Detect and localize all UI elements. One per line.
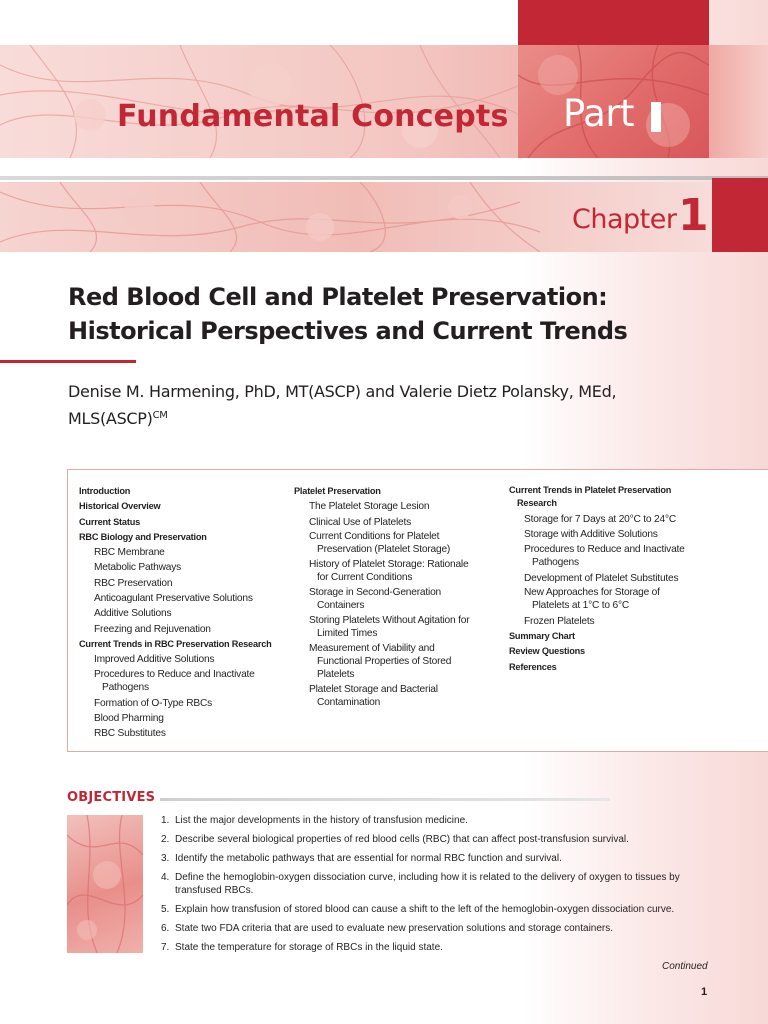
outline-item: References: [509, 661, 557, 672]
outline-item: Additive Solutions: [94, 608, 172, 620]
objective-text: Define the hemoglobin-oxygen dissociation curve, including how it is related to the delivery of oxygen to tissues by transfused RBCs.: [175, 872, 680, 896]
outline-item: Metabolic Pathways: [94, 562, 181, 574]
objective-text: Describe several biological properties of red blood cells (RBC) that can affect post-transfusion survival.: [175, 834, 629, 845]
objective-item: [161, 852, 716, 865]
separator-rule: [0, 176, 768, 180]
objective-item: [161, 903, 716, 916]
objective-item: [161, 814, 716, 827]
page-number: 1: [701, 986, 708, 998]
outline-item: Current Status: [79, 516, 141, 527]
objective-item: [161, 941, 716, 954]
objective-item: [161, 922, 716, 935]
outline-item: Storing Platelets Without Agitation for Limited Times: [309, 614, 470, 639]
outline-item: RBC Membrane: [94, 547, 165, 559]
outline-item: Current Trends in Platelet Preservation Research: [509, 485, 672, 508]
outline-item: Measurement of Viability and Functional Properties of Stored Platelets: [309, 642, 452, 680]
outline-column-1: [79, 484, 289, 741]
outline-item: Development of Platelet Substitutes: [524, 572, 679, 584]
outline-item: Blood Pharming: [94, 712, 164, 724]
outline-item: Storage for 7 Days at 20°C to 24°C: [524, 514, 676, 525]
authors: [68, 380, 668, 431]
objective-text: State the temperature for storage of RBCs in the liquid state.: [175, 942, 443, 953]
outline-item: Formation of O-Type RBCs: [94, 697, 213, 709]
objective-text: Identify the metabolic pathways that are essential for normal RBC function and survival.: [175, 853, 562, 864]
objective-number: 5.: [161, 904, 170, 915]
outline-item: History of Platelet Storage: Rationale for Current Conditions: [309, 558, 469, 583]
outline-item: Current Trends in RBC Preservation Research: [79, 638, 272, 649]
outline-item: Improved Additive Solutions: [94, 654, 215, 666]
credential-superscript: CM: [152, 410, 168, 421]
chapter-title-line: Red Blood Cell and Platelet Preservation:: [68, 283, 608, 311]
outline-item: Storage in Second-Generation Containers: [309, 586, 442, 611]
chapter-label: Chapter: [572, 204, 677, 235]
objective-number: 1.: [161, 815, 170, 826]
authors-line: Denise M. Harmening, PhD, MT(ASCP) and Valerie Dietz Polansky, MEd,: [68, 382, 617, 401]
objectives-texture: [67, 815, 143, 953]
outline-item: Current Conditions for Platelet Preservation (Platelet Storage): [309, 530, 451, 555]
objective-number: 2.: [161, 834, 170, 845]
objective-text: Explain how transfusion of stored blood can cause a shift to the left of the hemoglobin-oxygen dissociation curve.: [175, 904, 675, 915]
chapter-title-line: Historical Perspectives and Current Trends: [68, 317, 628, 345]
chapter-block: [712, 178, 768, 252]
objectives-list: [161, 814, 716, 960]
outline-item: RBC Biology and Preservation: [79, 531, 207, 542]
objectives-image: [67, 815, 143, 953]
objective-text: List the major developments in the history of transfusion medicine.: [175, 815, 468, 826]
part-label: Part: [563, 92, 635, 135]
outline-item: The Platelet Storage Lesion: [309, 501, 430, 513]
objective-number: 4.: [161, 872, 170, 883]
outline-item: Anticoagulant Preservative Solutions: [94, 593, 253, 605]
outline-item: Frozen Platelets: [524, 615, 595, 627]
outline-item: New Approaches for Storage of Platelets at 1°C to 6°C: [524, 586, 660, 611]
objective-text: State two FDA criteria that are used to evaluate new preservation solutions and storage containers.: [175, 923, 614, 934]
chapter-title: [68, 280, 688, 348]
outline-column-3: [509, 484, 709, 675]
outline-item: Platelet Storage and Bacterial Contamination: [309, 683, 438, 708]
outline-item: Historical Overview: [79, 501, 161, 512]
outline-item: Procedures to Reduce and Inactivate Pathogens: [524, 543, 685, 568]
continued-label: Continued: [662, 961, 708, 972]
part-title: Fundamental Concepts: [117, 99, 509, 134]
authors-line-2: MLS(ASCP)$^{CM}$: [68, 409, 168, 428]
part-right-strip: [709, 45, 768, 158]
outline-item: RBC Substitutes: [94, 728, 166, 740]
part-numeral-glyph: [651, 102, 661, 132]
outline-item: Clinical Use of Platelets: [309, 516, 412, 528]
outline-item: Procedures to Reduce and Inactivate Pathogens: [94, 668, 255, 693]
outline-item: Summary Chart: [509, 631, 575, 642]
objective-item: [161, 871, 716, 897]
outline-item: Introduction: [79, 486, 131, 496]
chapter-outline: [67, 469, 768, 752]
outline-item: RBC Preservation: [94, 577, 173, 589]
title-accent-rule: [0, 360, 136, 363]
objective-number: 7.: [161, 942, 170, 953]
outline-column-2: [294, 484, 499, 711]
objectives-rule: [160, 798, 610, 801]
objective-number: 3.: [161, 853, 170, 864]
objectives-heading: OBJECTIVES: [67, 790, 156, 805]
outline-item: Review Questions: [509, 646, 585, 657]
outline-item: Platelet Preservation: [294, 486, 381, 496]
chapter-number: 1: [678, 190, 709, 241]
outline-item: Storage with Additive Solutions: [524, 529, 658, 541]
objective-number: 6.: [161, 923, 170, 934]
outline-item: Freezing and Rejuvenation: [94, 623, 211, 635]
objective-item: [161, 833, 716, 846]
